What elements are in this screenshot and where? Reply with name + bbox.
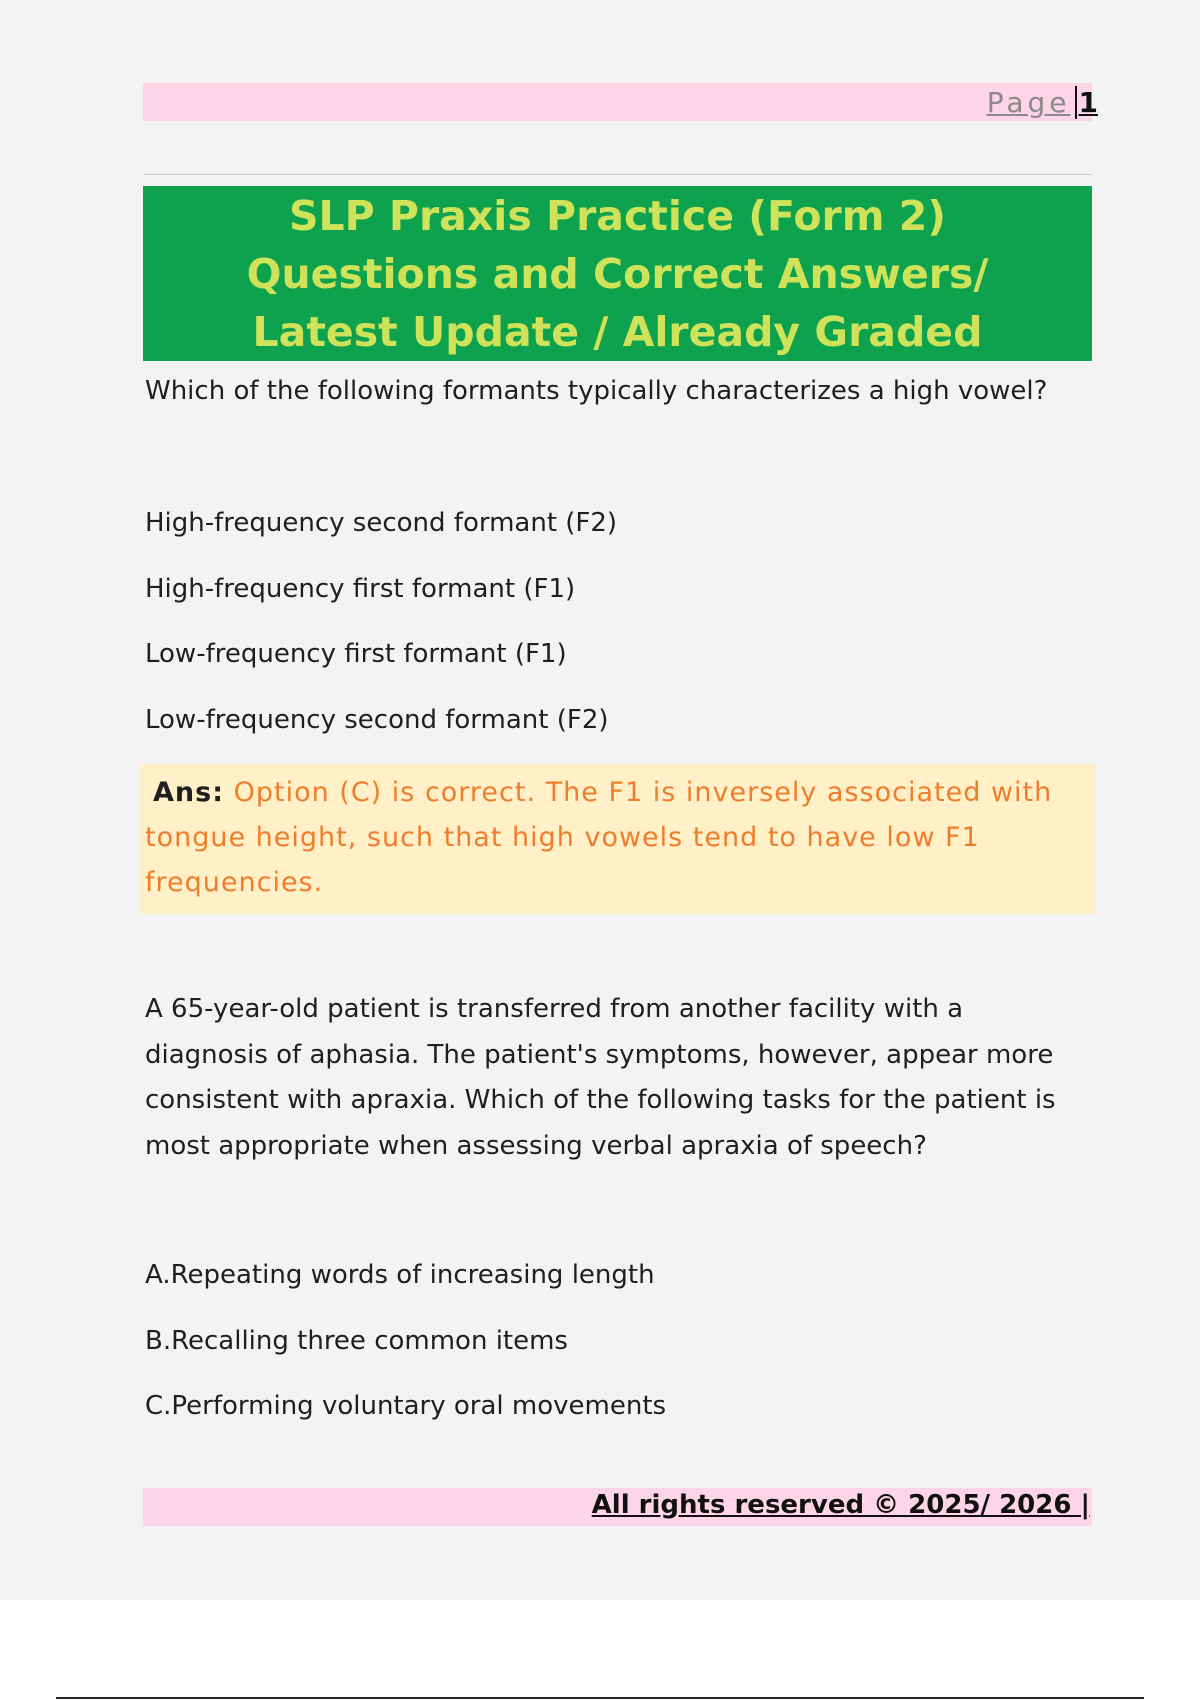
- question-1-option-3: Low-frequency first formant (F1): [145, 639, 567, 669]
- question-1-option-2: High-frequency first formant (F1): [145, 574, 576, 604]
- page-bottom-rule: [56, 1697, 1144, 1699]
- page-number-label: [987, 86, 1098, 119]
- header-divider: [143, 174, 1092, 175]
- copyright-footer: All rights reserved © 2025/ 2026 |: [591, 1490, 1090, 1520]
- page-number: 1: [1075, 86, 1098, 119]
- document-title: SLP Praxis Practice (Form 2) Questions and Correct Answers/ Latest Update / Already Graded: [246, 191, 989, 356]
- question-2-option-a: A.Repeating words of increasing length: [145, 1260, 655, 1290]
- question-1-text: Which of the following formants typically characterizes a high vowel?: [145, 376, 1048, 406]
- question-1-option-4: Low-frequency second formant (F2): [145, 705, 609, 735]
- answer-label: Ans:: [153, 777, 224, 808]
- title-banner: [143, 186, 1092, 361]
- header-bar: [143, 83, 1092, 121]
- question-2-option-b: B.Recalling three common items: [145, 1326, 568, 1356]
- question-2-text: A 65-year-old patient is transferred from another facility with a diagnosis of aphasia. The patient's symptoms, however, appear more consistent with apraxia. Which of the following tasks for the patient is most appropriate when assessing verbal apraxia of speech?: [145, 994, 1056, 1161]
- question-1-option-1: High-frequency second formant (F2): [145, 508, 618, 538]
- question-2-option-c: C.Performing voluntary oral movements: [145, 1391, 667, 1421]
- answer-explanation: [145, 770, 1075, 905]
- page-label-text: Page: [986, 86, 1071, 119]
- answer-text: Option (C) is correct. The F1 is inversely associated with tongue height, such that high vowels tend to have low F1 frequencies.: [145, 777, 1053, 898]
